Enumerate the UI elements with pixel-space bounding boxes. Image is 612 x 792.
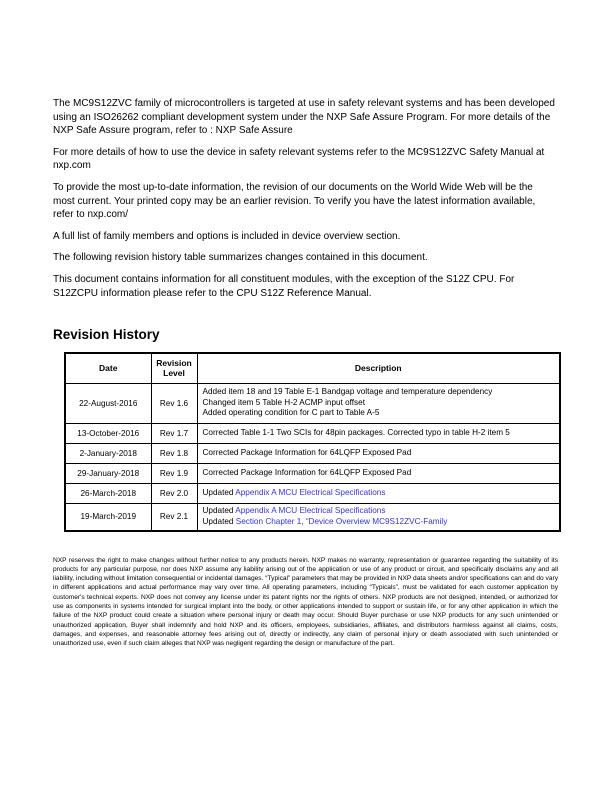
description-line [203,488,558,499]
description-text: Updated [202,516,236,526]
doc-link[interactable]: Section Chapter 1, “Device Overview MC9S12ZVC-Family [235,516,448,526]
revision-date-cell: 13-October-2016 [65,423,151,443]
description-text: Corrected Table 1-1 Two SCIs for 48pin packages. Corrected typo in table H-2 item 5 [202,427,510,437]
description-text: Updated [202,506,236,516]
revision-table-body [65,383,560,531]
revision-description-cell [197,383,560,423]
intro-paragraph: The MC9S12ZVC family of microcontrollers is targeted at use in safety relevant systems and has been developed using an ISO26262 compliant development system under the NXP Safe Assure Program. For more details of the NXP Safe Assure program, refer to : NXP Safe Assure [53,98,555,137]
revision-level-cell: Rev 1.8 [151,443,197,463]
revision-history-table [64,352,561,532]
intro-paragraph: A full list of family members and options is included in device overview section. [53,230,401,242]
table-row [65,503,560,531]
legal-disclaimer-text: NXP reserves the right to make changes without further notice to any products herein. NXP makes no warranty, representation or guarantee regarding the suitability of its products for any particular purpose, nor does NXP assume any liability arising out of the application or use of any product or circuit, and specifically disclaims any and all liability, including without limitation consequential or incidental damages. “Typical” parameters that may be provided in NXP data sheets and/or specifications can and do vary in different applications and actual performance may vary over time. All operating parameters, including “Typicals”, must be validated for each customer application by customer's technical experts. NXP does not convey any license under its patent rights nor the rights of others. NXP products are not designed, intended, or authorized for use as components in systems intended for surgical implant into the body, or other applications intended to support or sustain life, or for any other application in which the failure of the NXP product could create a situation where personal injury or death may occur. Should Buyer purchase or use NXP products for any such unintended or unauthorized application, Buyer shall indemnify and hold NXP and its officers, employees, subsidiaries, affiliates, and distributors harmless against all claims, costs, damages, and expenses, and reasonable attorney fees arising out of, directly or indirectly, any claim of personal injury or death associated with such unintended or unauthorized use, even if such claim alleges that NXP was negligent regarding the design or manufacture of the part. [53,556,558,648]
table-row [65,483,560,503]
revision-description-cell [197,463,560,483]
intro-paragraph: To provide the most up-to-date information, the revision of our documents on the World Wide Web will be the most current. Your printed copy may be an earlier revision. To verify you have the latest information available, refer to nxp.com/ [53,181,536,221]
intro-paragraph: The following revision history table summarizes changes contained in this document. [53,252,428,264]
description-line [203,448,558,459]
intro-text-block [53,97,557,308]
intro-paragraph: For more details of how to use the device in safety relevant systems refer to the MC9S12ZVC Safety Manual at nxp.com [53,146,545,172]
column-header-revision-level: Revision Level [151,353,197,383]
intro-paragraph: This document contains information for all constituent modules, with the exception of the S12Z CPU. For S12ZCPU information please refer to the CPU S12Z Reference Manual. [53,273,515,299]
description-text: Changed item 5 Table H-2 ACMP input offset [202,397,365,407]
revision-date-cell: 22-August-2016 [65,383,151,423]
description-text: Updated [202,487,236,497]
description-line [203,506,558,517]
revision-history-heading: Revision History [53,327,160,342]
description-text: Added item 18 and 19 Table E-1 Bandgap voltage and temperature dependency [202,387,493,397]
revision-description-cell [197,503,560,531]
revision-level-cell: Rev 1.6 [151,383,197,423]
column-header-date: Date [65,353,151,383]
table-row [65,463,560,483]
revision-description-cell [197,443,560,463]
revision-level-cell: Rev 2.0 [151,483,197,503]
description-line [203,468,558,479]
description-line [203,387,558,398]
revision-date-cell: 19-March-2019 [65,503,151,531]
revision-table-header [65,353,560,383]
revision-date-cell: 26-March-2018 [65,483,151,503]
column-header-description: Description [197,353,560,383]
revision-date-cell: 29-January-2018 [65,463,151,483]
revision-level-cell: Rev 1.9 [151,463,197,483]
description-line [203,408,558,419]
revision-description-cell [197,483,560,503]
description-line [203,398,558,409]
table-row [65,443,560,463]
revision-date-cell: 2-January-2018 [65,443,151,463]
revision-level-cell: Rev 1.7 [151,423,197,443]
description-text: Corrected Package Information for 64LQFP Exposed Pad [202,447,412,457]
doc-link[interactable]: Appendix A MCU Electrical Specifications [235,487,386,497]
table-row [65,383,560,423]
description-text: Added operating condition for C part to Table A-5 [202,408,380,418]
doc-link[interactable]: Appendix A MCU Electrical Specifications [235,506,386,516]
table-row [65,423,560,443]
description-line [203,517,558,528]
description-line [203,428,558,439]
revision-description-cell [197,423,560,443]
revision-level-cell: Rev 2.1 [151,503,197,531]
description-text: Corrected Package Information for 64LQFP Exposed Pad [202,467,412,477]
